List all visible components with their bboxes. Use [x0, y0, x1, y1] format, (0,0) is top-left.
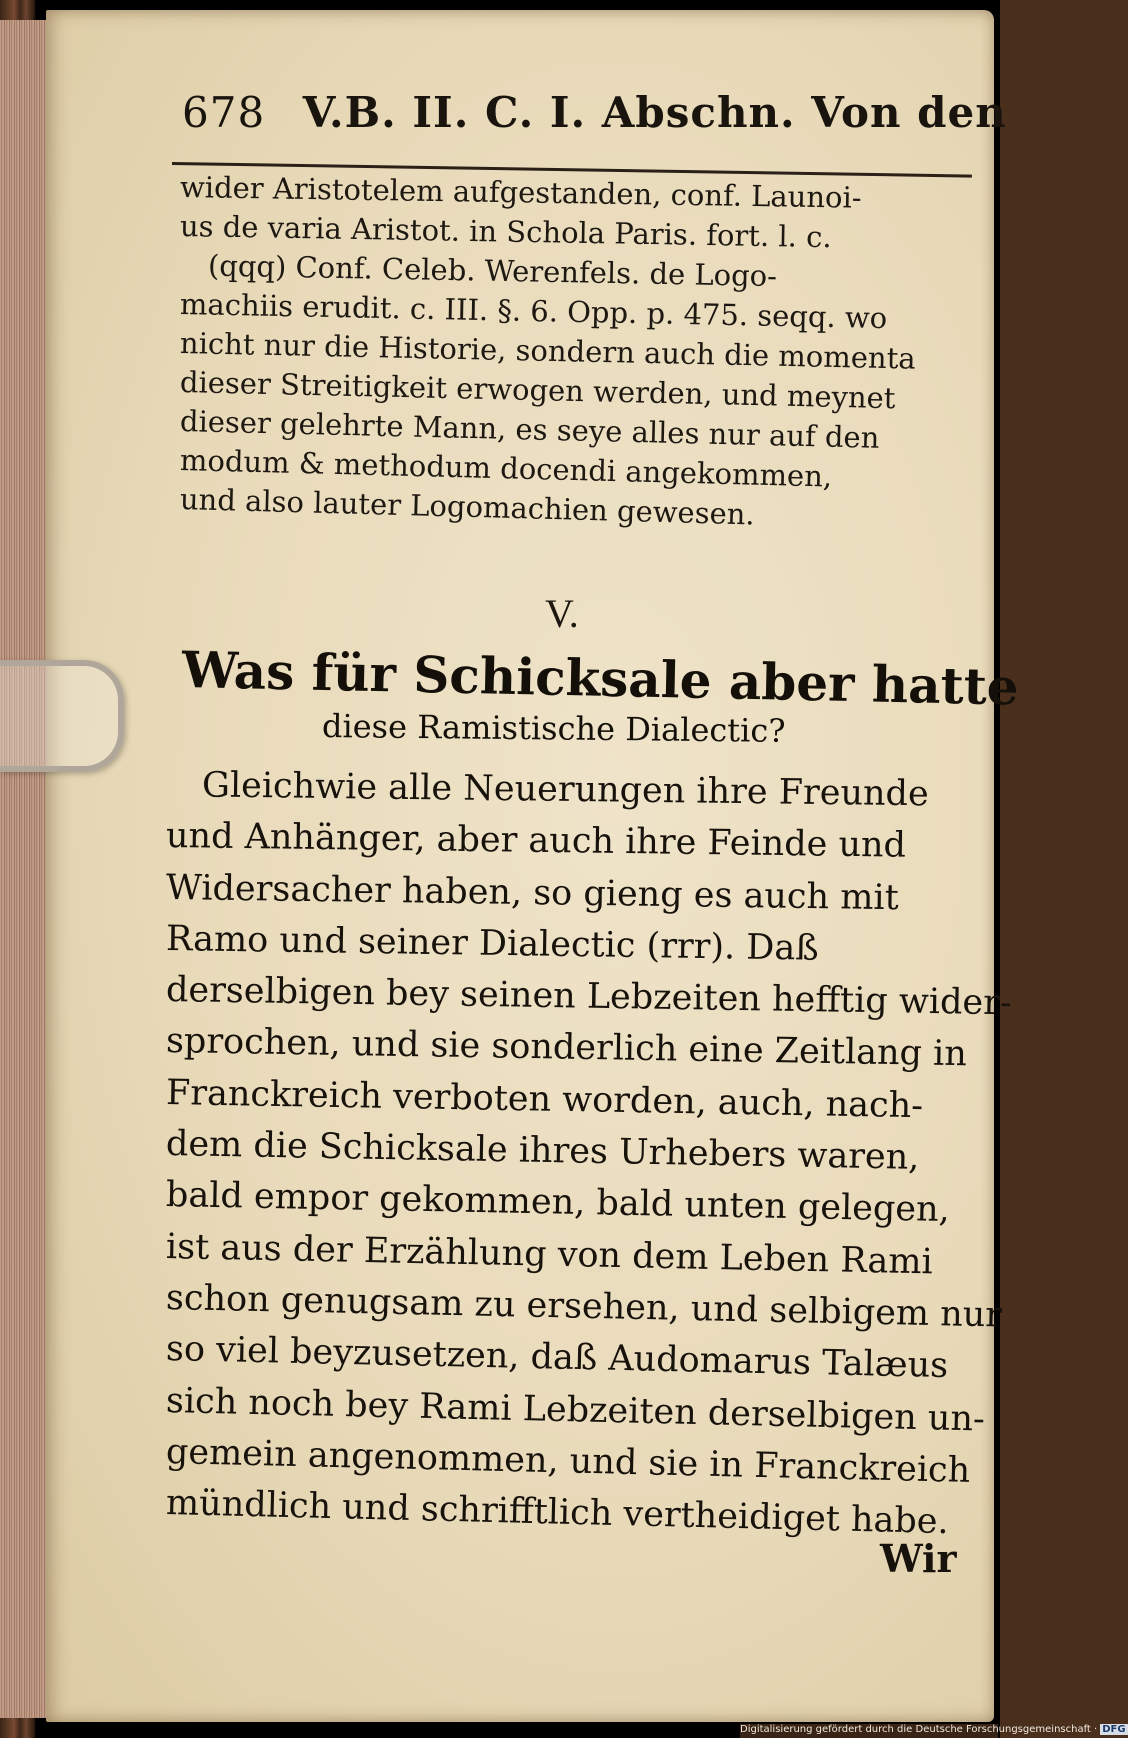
footnote-line: machiis erudit. c. III. §. 6. Opp. p. 475. seqq. wo	[179, 287, 888, 336]
body-line: Widersacher haben, so gieng es auch mit	[165, 867, 899, 918]
body-line: sich noch bey Rami Lebzeiten derselbigen un-	[165, 1380, 986, 1440]
section-title	[181, 640, 1020, 750]
body-line: ist aus der Erzählung von dem Leben Rami	[165, 1226, 934, 1283]
section-title-line: Was für Schicksale aber hatte	[181, 640, 1020, 717]
page-edges	[0, 20, 50, 1718]
running-title: V.B. II. C. I. Abschn. Von den	[302, 88, 1007, 137]
body-line: Ramo und seiner Dialectic (rrr). Daß	[165, 918, 819, 969]
footnote-line: us de varia Aristot. in Schola Paris. fort. l. c.	[179, 209, 832, 255]
section-number: V.	[545, 591, 579, 636]
body-line: dem die Schicksale ihres Urhebers waren,	[165, 1124, 920, 1178]
page-clip	[0, 660, 124, 772]
body-line: schon genugsam zu ersehen, und selbigem nur	[165, 1277, 1003, 1336]
body-line: gemein angenommen, und sie in Franckreich	[165, 1431, 971, 1491]
digitization-footer	[740, 1724, 1126, 1738]
footnote-line: modum & methodum docendi angekommen,	[179, 443, 833, 494]
footnote-line: nicht nur die Historie, sondern auch die momenta	[179, 326, 916, 376]
section-subtitle-line: diese Ramistische Dialectic?	[321, 707, 786, 750]
body-line: bald empor gekommen, bald unten gelegen,	[165, 1175, 951, 1231]
footer-text: Digitalisierung gefördert durch die Deutsche Forschungsgemeinschaft ·	[740, 1724, 1098, 1735]
footnote-line: (qqq) Conf. Celeb. Werenfels. de Logo-	[207, 248, 778, 294]
body-text	[165, 760, 1013, 1543]
body-line: so viel beyzusetzen, daß Audomarus Talæus	[165, 1329, 949, 1387]
body-line: und Anhänger, aber auch ihre Feinde und	[165, 816, 907, 866]
body-line: mündlich und schrifftlich vertheidiget habe.	[165, 1483, 950, 1543]
body-line: Gleichwie alle Neuerungen ihre Freunde	[201, 765, 929, 815]
footnote-block	[179, 168, 960, 532]
dfg-logo: DFG	[1102, 1724, 1126, 1735]
footnote-line: und also lauter Logomachien gewesen.	[179, 482, 756, 532]
body-line: Franckreich verboten worden, auch, nach-	[165, 1072, 924, 1126]
footnote-line: dieser gelehrte Mann, es seye alles nur auf den	[179, 404, 880, 455]
footnote-line: dieser Streitigkeit erwogen werden, und meynet	[179, 365, 896, 416]
body-line: sprochen, und sie sonderlich eine Zeitlang in	[165, 1021, 968, 1075]
catchword: Wir	[880, 1536, 957, 1581]
page-number: 678	[182, 88, 266, 137]
body-line: derselbigen bey seinen Lebzeiten hefftig wider-	[165, 970, 1013, 1024]
running-header	[182, 88, 1007, 148]
footnote-line: wider Aristotelem aufgestanden, conf. Launoi-	[179, 170, 862, 215]
